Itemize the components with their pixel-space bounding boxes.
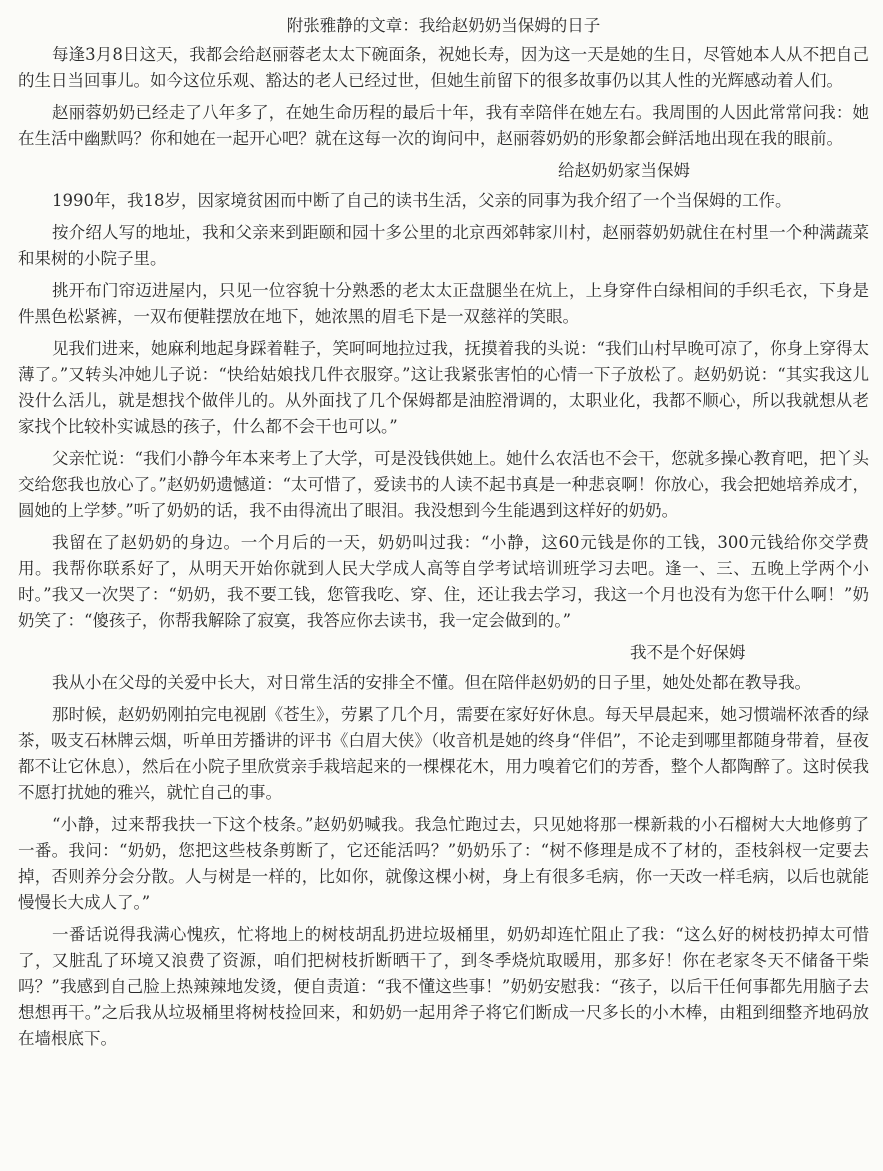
paragraph: 我从小在父母的关爱中长大，对日常生活的安排全不懂。但在陪伴赵奶奶的日子里，她处处都在教导我。: [52, 673, 811, 692]
paragraph: 1990年，我18岁，因家境贫困而中断了自己的读书生活，父亲的同事为我介绍了一个当保姆的工作。: [52, 191, 792, 210]
paragraph: 见我们进来，她麻利地起身踩着鞋子，笑呵呵地拉过我，抚摸着我的头说：“我们山村早晚可凉了，你身上穿得太薄了。”又转头冲她儿子说：“快给姑娘找几件衣服穿。”这让我紧张害怕的心情一下子放松了。赵奶奶说：“其实我这儿没什么活儿，就是想找个做伴儿的。从外面找了几个保姆都是油腔滑调的，太职业化，我都不顺心，所以我就想从老家找个比较朴实诚恳的孩子，什么都不会干也可以。”: [18, 339, 869, 436]
article-title: 附张雅静的文章：我给赵奶奶当保姆的日子: [286, 16, 601, 35]
paragraph: 我留在了赵奶奶的身边。一个月后的一天，奶奶叫过我：“小静，这60元钱是你的工钱，300元钱给你交学费用。我帮你联系好了，从明天开始你就到人民大学成人高等自学考试培训班学习去吧。逢一、三、五晚上学两个小时。”我又一次哭了：“奶奶，我不要工钱，您管我吃、穿、住，还让我去学习，我这一个月也没有为您干什么啊！”奶奶笑了：“傻孩子，你帮我解除了寂寞，我答应你去读书，我一定会做到的。”: [18, 533, 869, 630]
paragraph: 按介绍人写的地址，我和父亲来到距颐和园十多公里的北京西郊韩家川村，赵丽蓉奶奶就住在村里一个种满蔬菜和果树的小院子里。: [18, 223, 869, 268]
paragraph: 那时候，赵奶奶刚拍完电视剧《苍生》，劳累了几个月，需要在家好好休息。每天早晨起来，她习惯端杯浓香的绿茶，吸支石林牌云烟，听单田芳播讲的评书《白眉大侠》（收音机是她的终身“伴侣”，不论走到哪里都随身带着，昼夜都不让它休息），然后在小院子里欣赏亲手栽培起来的一棵棵花木，用力嗅着它们的芳香，整个人都陶醉了。这时侯我不愿打扰她的雅兴，就忙自己的事。: [18, 705, 869, 802]
paragraph: 挑开布门帘迈进屋内，只见一位容貌十分熟悉的老太太正盘腿坐在炕上，上身穿件白绿相间的手织毛衣，下身是件黑色松紧裤，一双布便鞋摆放在地下，她浓黑的眉毛下是一双慈祥的笑眼。: [18, 281, 869, 326]
paragraph: 赵丽蓉奶奶已经走了八年多了，在她生命历程的最后十年，我有幸陪伴在她左右。我周围的人因此常常问我：她在生活中幽默吗？你和她在一起开心吧？就在这每一次的询问中，赵丽蓉奶奶的形象都会鲜活地出现在我的眼前。: [18, 103, 869, 148]
section-heading: 我不是个好保姆: [630, 643, 746, 662]
section-heading: 给赵奶奶家当保姆: [558, 161, 690, 180]
paragraph: 每逢3月8日这天，我都会给赵丽蓉老太太下碗面条，祝她长寿，因为这一天是她的生日，尽管她本人从不把自己的生日当回事儿。如今这位乐观、豁达的老人已经过世，但她生前留下的很多故事仍以其人性的光辉感动着人们。: [18, 45, 869, 90]
paragraph: “小静，过来帮我扶一下这个枝条。”赵奶奶喊我。我急忙跑过去，只见她将那一棵新栽的小石榴树大大地修剪了一番。我问：“奶奶，您把这些枝条剪断了，它还能活吗？”奶奶乐了：“树不修理是成不了材的，歪枝斜杈一定要去掉，否则养分会分散。人与树是一样的，比如你，就像这棵小树，身上有很多毛病，你一天改一样毛病，以后也就能慢慢长大成人了。”: [18, 815, 869, 912]
paragraph: 一番话说得我满心愧疚，忙将地上的树枝胡乱扔进垃圾桶里，奶奶却连忙阻止了我：“这么好的树枝扔掉太可惜了，又脏乱了环境又浪费了资源，咱们把树枝折断晒干了，到冬季烧炕取暖用，那多好！你在老家冬天不储备干柴吗？”我感到自己脸上热辣辣地发烫，便自责道：“我不懂这些事！”奶奶安慰我：“孩子，以后干任何事都先用脑子去想想再干。”之后我从垃圾桶里将树枝捡回来，和奶奶一起用斧子将它们断成一尺多长的小木棒，由粗到细整齐地码放在墙根底下。: [18, 925, 869, 1048]
paragraph: 父亲忙说：“我们小静今年本来考上了大学，可是没钱供她上。她什么农活也不会干，您就多操心教育吧，把丫头交给您我也放心了。”赵奶奶遗憾道：“太可惜了，爱读书的人读不起书真是一种悲哀啊！你放心，我会把她培养成才，圆她的上学梦。”听了奶奶的话，我不由得流出了眼泪。我没想到今生能遇到这样好的奶奶。: [18, 449, 869, 520]
